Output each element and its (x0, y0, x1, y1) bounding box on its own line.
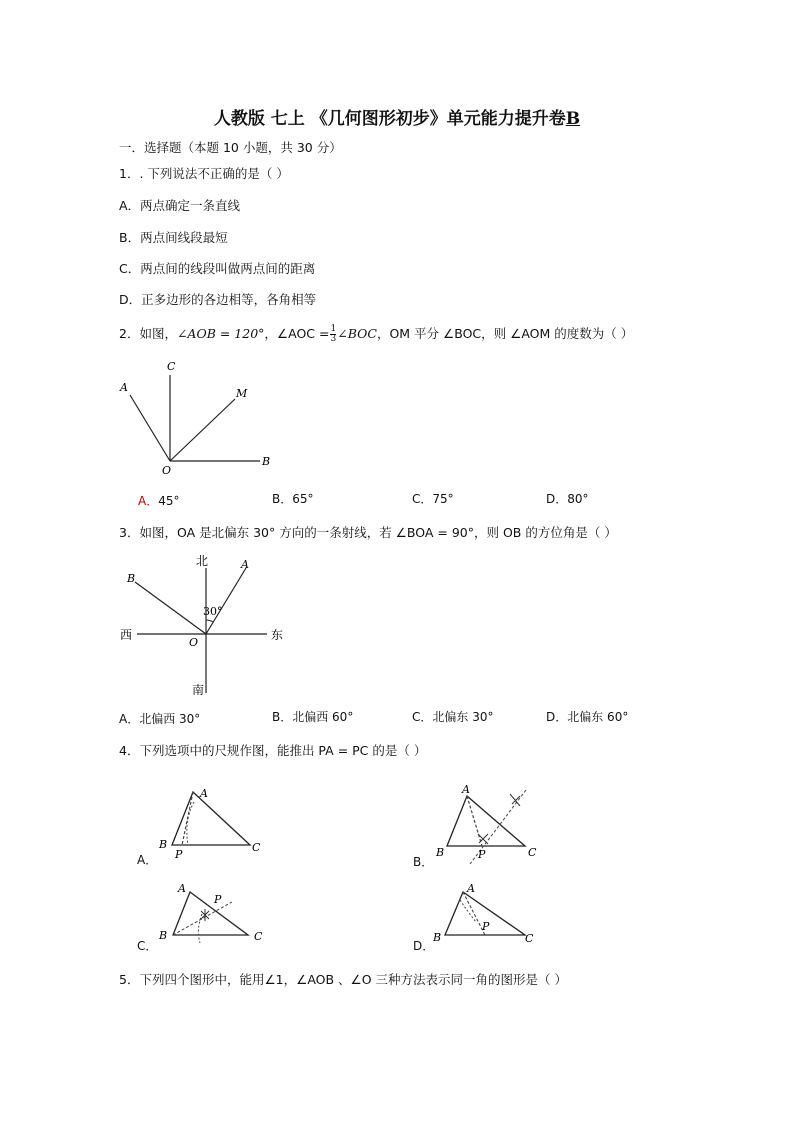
q4d-label-p: P (482, 920, 490, 933)
q1-option-a[interactable]: A．两点确定一条直线 (119, 198, 241, 213)
q2-option-a[interactable] (138, 492, 180, 509)
q2-figure (110, 355, 290, 480)
q4d-arc (460, 900, 476, 922)
q4b-arc-mark-bottom (478, 834, 488, 844)
title-main: 人教版 七上 《几何图形初步》单元能力提升卷 (213, 109, 566, 129)
q2-option-a-value: 45° (158, 494, 180, 508)
q3-label-angle: 30° (203, 605, 223, 618)
page-title (0, 104, 794, 129)
q4b-label-c: C (528, 846, 537, 859)
q4-option-b[interactable]: B． (413, 855, 434, 869)
q4d-label-a: A (467, 882, 475, 895)
q4a-label-p: P (175, 848, 183, 861)
q2-label-c: C (167, 360, 176, 373)
q5-stem: 5．下列四个图形中，能用∠1，∠AOB 、∠O 三种方法表示同一角的图形是（ ） (119, 972, 568, 987)
q4-option-a[interactable]: A． (137, 853, 158, 867)
q4b-triangle (447, 796, 525, 846)
section-heading: 一．选择题（本题 10 小题，共 30 分） (119, 140, 342, 155)
q3-label-north: 北 (196, 554, 209, 568)
q2-eq1: ∠AOB = 120° (176, 326, 265, 341)
q4-figure-c (150, 878, 280, 948)
q2-frac-den: 3 (330, 334, 337, 344)
q3-option-a[interactable]: A．北偏西 30° (119, 712, 201, 726)
q3-label-b: B (127, 572, 136, 585)
q4a-label-b: B (159, 838, 168, 851)
q4-option-d[interactable]: D． (413, 939, 435, 953)
q2-label-b: B (262, 455, 271, 468)
q3-label-south: 南 (192, 683, 205, 697)
q3-label-a: A (241, 558, 249, 571)
q2-option-d[interactable]: D．80° (546, 492, 589, 506)
q3-label-o: O (189, 636, 199, 649)
q3-label-east: 东 (271, 628, 284, 642)
q4a-label-a: A (200, 787, 208, 800)
q4c-label-b: B (159, 929, 168, 942)
q4-figure-a (150, 780, 270, 865)
q2-option-a-label: A． (138, 494, 159, 508)
q2-ray-oa (130, 395, 170, 461)
q3-ray-oa (206, 568, 246, 634)
q4-figure-b (430, 780, 560, 870)
q4-figure-d (430, 878, 560, 948)
q3-angle-arc (206, 620, 213, 622)
q1-option-b[interactable]: B．两点间线段最短 (119, 230, 228, 245)
q4d-label-c: C (525, 932, 534, 945)
q2-eq2-post: ∠BOC (337, 326, 377, 341)
q2-label-o: O (162, 464, 172, 477)
q3-figure (115, 548, 300, 698)
q4c-angle-bisector (173, 902, 232, 935)
q2-frac-num: 1 (330, 324, 337, 334)
q4-stem: 4．下列选项中的尺规作图，能推出 PA = PC 的是（ ） (119, 743, 427, 758)
q4b-label-a: A (462, 783, 470, 796)
q4b-label-b: B (436, 846, 445, 859)
title-suffix: B (565, 109, 581, 129)
q4c-label-p: P (214, 893, 222, 906)
q4b-segment-ap (467, 796, 482, 846)
q2-ray-om (170, 399, 235, 461)
q1-stem: 1．. 下列说法不正确的是（ ） (119, 166, 289, 181)
q4c-label-c: C (254, 930, 263, 943)
q2-option-b[interactable]: B．65° (272, 492, 314, 506)
q2-stem-b: ，OM 平分 ∠BOC，则 ∠AOM 的度数为（ ） (376, 326, 634, 341)
q3-stem: 3．如图，OA 是北偏东 30° 方向的一条射线，若 ∠BOA = 90°，则 OB 的方位角是（ ） (119, 525, 617, 540)
q4a-label-c: C (252, 841, 261, 854)
q4b-label-p: P (478, 848, 486, 861)
q4-option-c[interactable]: C． (137, 939, 158, 953)
q3-ray-ob (135, 582, 206, 634)
q3-label-west: 西 (120, 628, 133, 642)
q4a-arc (187, 802, 194, 845)
q3-option-d[interactable]: D．北偏东 60° (546, 710, 629, 724)
q1-option-c[interactable]: C．两点间的线段叫做两点间的距离 (119, 261, 316, 276)
q2-option-c[interactable]: C．75° (412, 492, 454, 506)
q2-label-a: A (120, 381, 128, 394)
q4c-label-a: A (178, 882, 186, 895)
q2-eq2-pre: ，∠AOC = (264, 326, 330, 341)
q4d-label-b: B (433, 931, 442, 944)
q2-stem (119, 325, 633, 344)
q2-stem-a: 2．如图， (119, 326, 177, 341)
q3-option-b[interactable]: B．北偏西 60° (272, 710, 354, 724)
q2-fraction (330, 325, 336, 344)
q3-option-c[interactable]: C．北偏东 30° (412, 710, 494, 724)
q2-label-m: M (236, 387, 248, 400)
q1-option-d[interactable]: D．正多边形的各边相等，各角相等 (119, 292, 317, 307)
